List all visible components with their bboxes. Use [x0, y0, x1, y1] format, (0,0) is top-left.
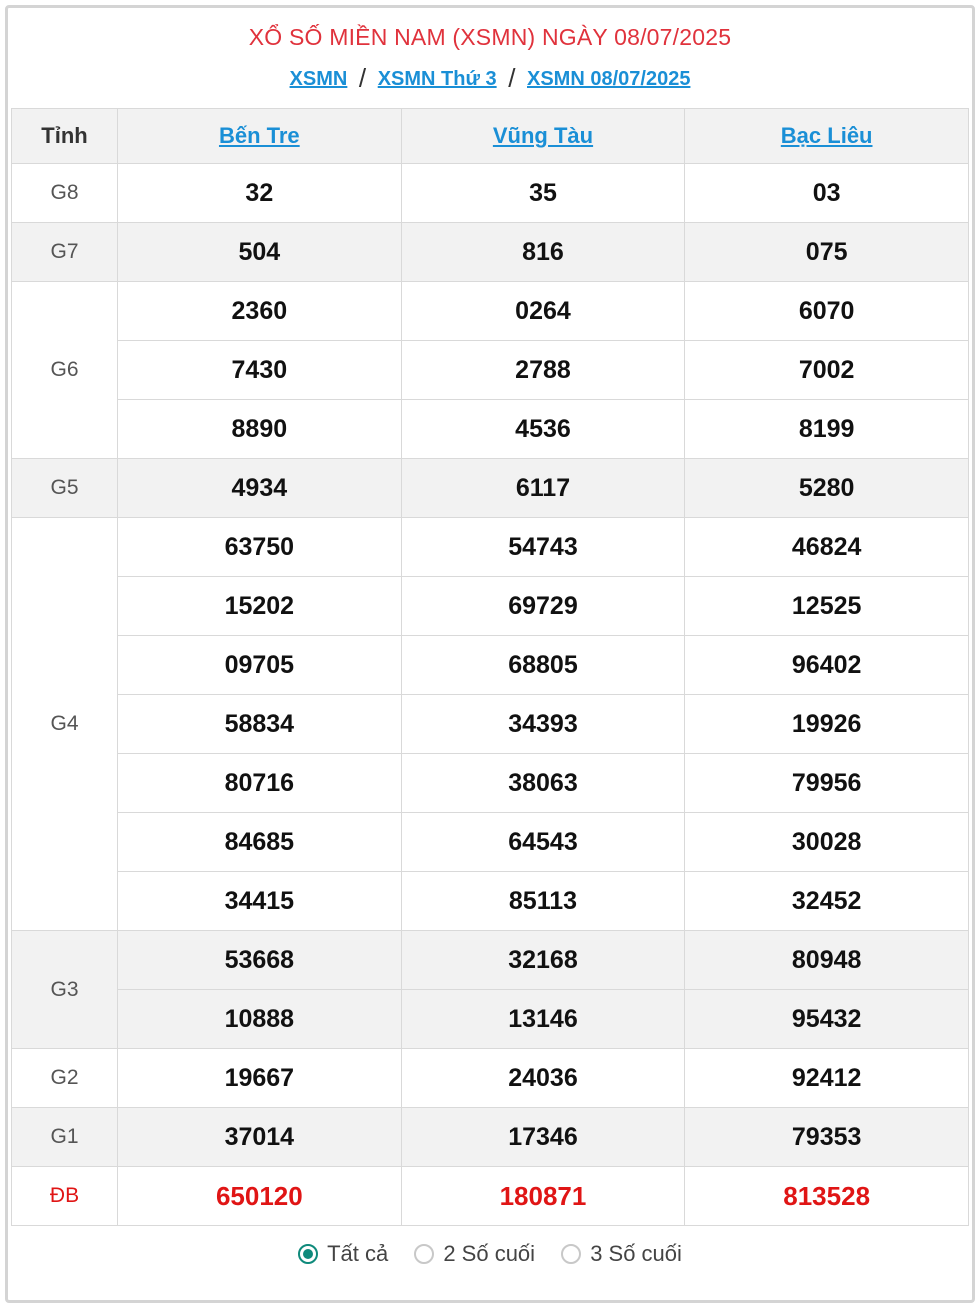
prize-number: 24036	[401, 1049, 685, 1108]
table-row	[12, 990, 969, 1049]
prize-number: 32	[118, 164, 402, 223]
prize-number: 58834	[118, 695, 402, 754]
digit-filter	[8, 1241, 972, 1270]
prize-number: 2360	[118, 282, 402, 341]
prize-number: 19926	[685, 695, 969, 754]
table-row	[12, 577, 969, 636]
prize-number: 68805	[401, 636, 685, 695]
table-row	[12, 341, 969, 400]
filter-option-all[interactable]	[298, 1241, 388, 1267]
prize-number: 64543	[401, 813, 685, 872]
prize-number: 69729	[401, 577, 685, 636]
radio-empty-icon[interactable]	[414, 1244, 434, 1264]
prize-number: 96402	[685, 636, 969, 695]
prize-number: 10888	[118, 990, 402, 1049]
special-prize-number: 650120	[118, 1167, 402, 1226]
special-prize-number: 180871	[401, 1167, 685, 1226]
breadcrumb-link-xsmn[interactable]: XSMN	[289, 68, 348, 90]
prize-label: G2	[12, 1049, 118, 1108]
prize-number: 79956	[685, 754, 969, 813]
special-prize-number: 813528	[685, 1167, 969, 1226]
prize-number: 95432	[685, 990, 969, 1049]
prize-label: G5	[12, 459, 118, 518]
radio-empty-icon[interactable]	[561, 1244, 581, 1264]
prize-number: 09705	[118, 636, 402, 695]
prize-number: 19667	[118, 1049, 402, 1108]
table-header-row	[12, 109, 969, 164]
results-card	[5, 5, 975, 1303]
prize-label: G3	[12, 931, 118, 1049]
table-row	[12, 636, 969, 695]
province-header-bac-lieu	[685, 109, 969, 164]
table-row	[12, 282, 969, 341]
province-link-vung-tau[interactable]: Vũng Tàu	[492, 123, 594, 148]
province-column-header: Tỉnh	[12, 109, 118, 164]
prize-label: G4	[12, 518, 118, 931]
prize-number: 4536	[401, 400, 685, 459]
prize-number: 35	[401, 164, 685, 223]
table-row	[12, 931, 969, 990]
table-row	[12, 695, 969, 754]
table-row	[12, 1108, 969, 1167]
prize-number: 7002	[685, 341, 969, 400]
prize-number: 85113	[401, 872, 685, 931]
filter-option-last-3[interactable]	[561, 1241, 682, 1267]
prize-number: 075	[685, 223, 969, 282]
prize-number: 816	[401, 223, 685, 282]
results-table	[11, 108, 969, 1226]
prize-label: G6	[12, 282, 118, 459]
prize-number: 4934	[118, 459, 402, 518]
prize-number: 38063	[401, 754, 685, 813]
filter-option-last-2[interactable]	[414, 1241, 535, 1267]
prize-number: 03	[685, 164, 969, 223]
prize-number: 5280	[685, 459, 969, 518]
prize-number: 34415	[118, 872, 402, 931]
prize-number: 8199	[685, 400, 969, 459]
filter-option-label: 2 Số cuối	[443, 1241, 536, 1266]
prize-number: 7430	[118, 341, 402, 400]
province-link-bac-lieu[interactable]: Bạc Liêu	[780, 123, 873, 148]
radio-selected-icon[interactable]	[298, 1244, 318, 1264]
filter-option-label: Tất cả	[327, 1241, 389, 1266]
prize-number: 84685	[118, 813, 402, 872]
table-row	[12, 813, 969, 872]
breadcrumb-link-weekday[interactable]: XSMN Thứ 3	[377, 68, 497, 90]
prize-number: 80716	[118, 754, 402, 813]
prize-table-body	[12, 164, 969, 1226]
table-row	[12, 164, 969, 223]
prize-number: 6070	[685, 282, 969, 341]
table-row	[12, 1167, 969, 1226]
breadcrumb	[8, 63, 972, 94]
province-header-ben-tre	[118, 109, 402, 164]
prize-number: 17346	[401, 1108, 685, 1167]
prize-label: G8	[12, 164, 118, 223]
prize-label: G1	[12, 1108, 118, 1167]
breadcrumb-separator: /	[358, 63, 367, 93]
prize-number: 92412	[685, 1049, 969, 1108]
prize-label: G7	[12, 223, 118, 282]
prize-number: 504	[118, 223, 402, 282]
table-row	[12, 223, 969, 282]
prize-number: 53668	[118, 931, 402, 990]
prize-number: 32452	[685, 872, 969, 931]
prize-number: 79353	[685, 1108, 969, 1167]
table-row	[12, 872, 969, 931]
prize-number: 32168	[401, 931, 685, 990]
prize-number: 6117	[401, 459, 685, 518]
prize-number: 30028	[685, 813, 969, 872]
prize-number: 15202	[118, 577, 402, 636]
prize-number: 13146	[401, 990, 685, 1049]
table-row	[12, 400, 969, 459]
results-header	[8, 8, 972, 108]
table-row	[12, 518, 969, 577]
prize-number: 34393	[401, 695, 685, 754]
province-link-ben-tre[interactable]: Bến Tre	[218, 123, 300, 148]
prize-number: 80948	[685, 931, 969, 990]
breadcrumb-separator: /	[508, 63, 516, 93]
province-header-vung-tau	[401, 109, 685, 164]
filter-option-label: 3 Số cuối	[590, 1241, 682, 1266]
prize-number: 0264	[401, 282, 685, 341]
table-row	[12, 1049, 969, 1108]
table-row	[12, 754, 969, 813]
page-title: XỔ SỐ MIỀN NAM (XSMN) NGÀY 08/07/2025	[248, 24, 732, 50]
prize-number: 12525	[685, 577, 969, 636]
table-row	[12, 459, 969, 518]
prize-number: 8890	[118, 400, 402, 459]
prize-number: 54743	[401, 518, 685, 577]
prize-label: ĐB	[12, 1167, 118, 1226]
prize-number: 2788	[401, 341, 685, 400]
prize-number: 46824	[685, 518, 969, 577]
prize-number: 63750	[118, 518, 402, 577]
breadcrumb-link-date[interactable]: XSMN 08/07/2025	[527, 68, 691, 90]
prize-number: 37014	[118, 1108, 402, 1167]
